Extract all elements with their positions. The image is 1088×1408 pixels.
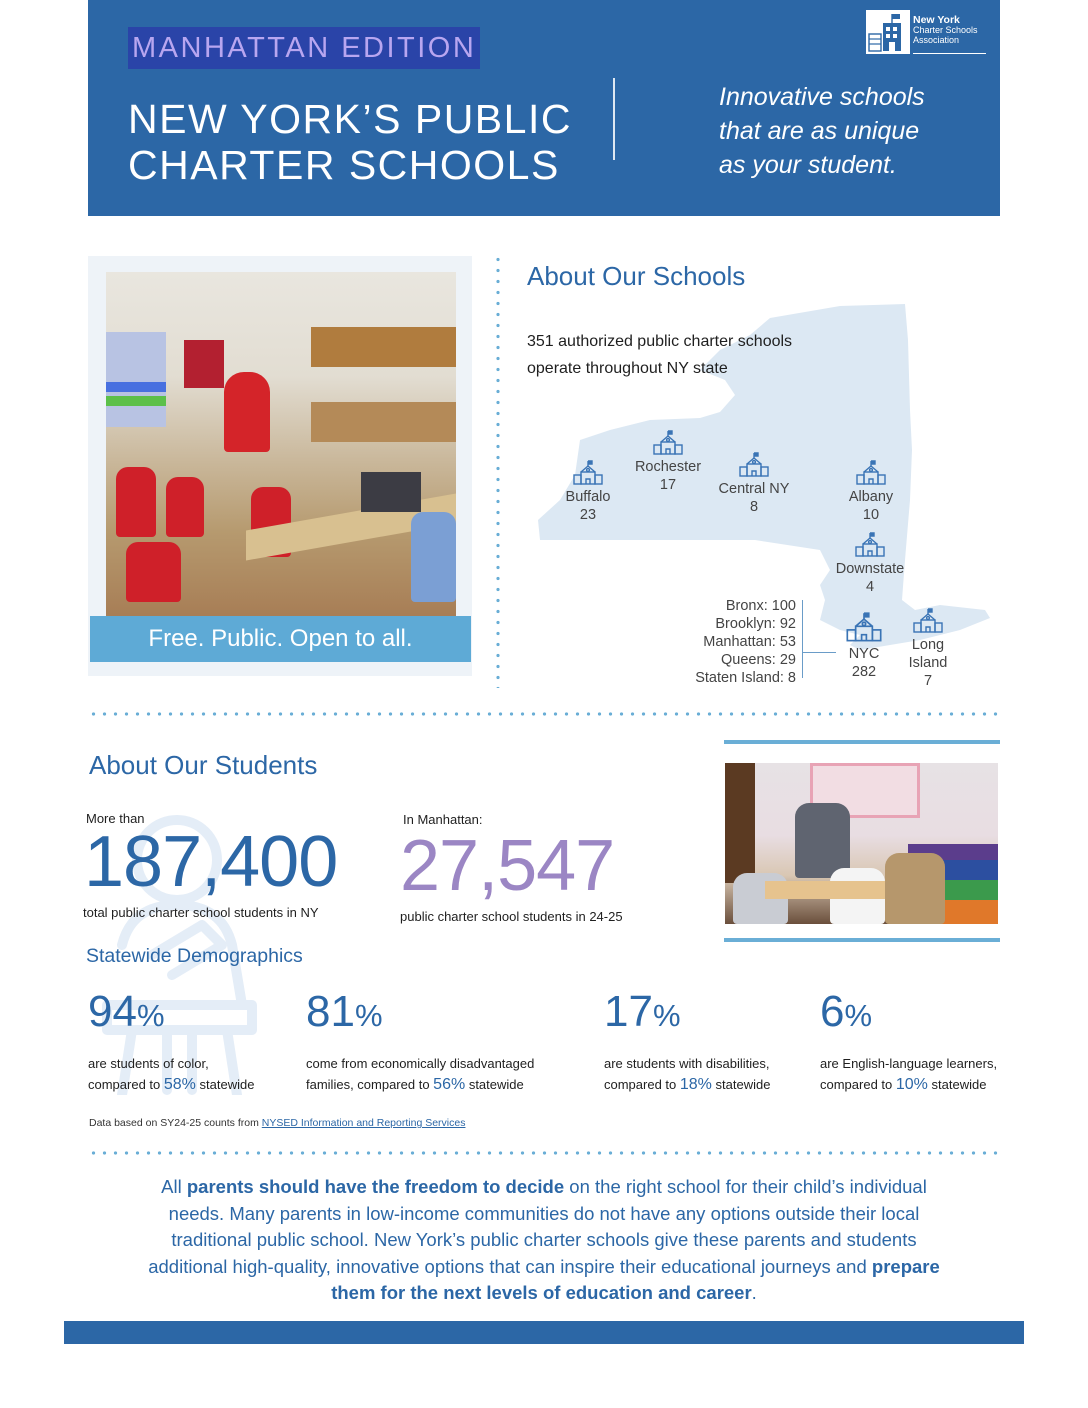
stat-compare-value: 56%: [433, 1076, 466, 1093]
logo-text: [913, 15, 978, 45]
pocket-chart: [184, 340, 224, 388]
photo-caption: Free. Public. Open to all.: [90, 616, 471, 662]
about-schools-title: About Our Schools: [527, 261, 746, 291]
footer-bar: [64, 1321, 1024, 1344]
closing-text: All: [161, 1176, 187, 1197]
photo-top-rule: [724, 740, 1000, 744]
closing-emphasis: parents should have the freedom to decide: [186, 1176, 565, 1197]
closing-emphasis: prepare them for the next levels of education and career: [331, 1255, 940, 1303]
projector-screen: [106, 332, 166, 427]
schools-desc-line1: 351 authorized public charter schools: [527, 333, 793, 350]
demographics-title: Statewide Demographics: [86, 945, 303, 967]
stat-compare-suffix: statewide: [195, 1077, 255, 1092]
classroom-photo: [106, 272, 456, 618]
classroom-photo-card: [88, 256, 472, 676]
logo-line1: New York: [913, 14, 960, 26]
stat-compare-prefix: compared to: [88, 1077, 164, 1092]
stat-unit: %: [652, 998, 681, 1033]
region-long-island: [868, 608, 988, 690]
table: [765, 881, 885, 899]
tutoring-photo: [725, 763, 998, 924]
stat-unit: %: [844, 998, 873, 1033]
closing-text: .: [751, 1282, 757, 1303]
stat-compare-prefix: families, compared to: [306, 1077, 434, 1092]
teacher-figure: [224, 372, 270, 452]
stat-value: 17: [604, 987, 653, 1036]
region-downstate: [810, 532, 930, 596]
about-students-title: About Our Students: [89, 750, 318, 780]
stat-compare-value: 18%: [679, 1076, 712, 1093]
schools-desc-line2: operate throughout NY state: [527, 360, 728, 377]
stat-compare-value: 10%: [895, 1076, 928, 1093]
nysed-source-link[interactable]: NYSED Information and Reporting Services: [261, 1117, 466, 1129]
door: [725, 763, 755, 883]
local-total-caption: public charter school students in 24-25: [400, 909, 623, 924]
school-building-icon: [913, 608, 943, 634]
schools-description: [527, 328, 792, 382]
tagline-line3: as your student.: [719, 151, 897, 179]
vertical-dotted-divider: [496, 254, 500, 688]
stat-compare-value: 58%: [163, 1076, 196, 1093]
stat-description: are English-language learners,: [820, 1056, 998, 1071]
ny-total-prefix: More than: [86, 811, 145, 826]
building-logo-icon: [866, 10, 910, 54]
school-building-icon: [653, 430, 683, 456]
borough-item: Manhattan: 53: [703, 634, 796, 650]
region-albany: [811, 460, 931, 524]
borough-item: Queens: 29: [721, 652, 796, 668]
student-figure: [166, 477, 204, 537]
region-count: 10: [862, 507, 880, 523]
stat-compare-suffix: statewide: [927, 1077, 987, 1092]
data-source-note: [89, 1117, 465, 1129]
counter: [311, 402, 456, 442]
stat-unit: %: [354, 998, 383, 1033]
stat-value: 94: [88, 987, 137, 1036]
stat-description: come from economically disadvantaged: [306, 1056, 535, 1071]
source-prefix: Data based on SY24-25 counts from: [89, 1117, 262, 1129]
tutor-figure: [795, 803, 850, 878]
borough-breakdown: [660, 597, 796, 687]
school-building-icon: [739, 452, 769, 478]
borough-connector: [802, 652, 836, 653]
photo-bottom-rule: [724, 938, 1000, 942]
closing-text: on the right school for their child’s individual needs. Many parents in low-income communities do not have any options outside their local traditional public school. New York’s public charter schools give these parents and students additional high-quality, innovative options that can inspire their educational journeys and: [148, 1176, 927, 1277]
horizontal-dotted-divider: [88, 1151, 1002, 1155]
local-total-number: 27,547: [400, 826, 615, 906]
borough-bracket: [802, 600, 803, 678]
region-name: NYC: [848, 646, 880, 662]
tagline-line1: Innovative schools: [719, 83, 925, 111]
page-title-line1: NEW YORK’S PUBLIC: [128, 96, 572, 142]
stat-compare-suffix: statewide: [465, 1077, 524, 1092]
tagline-line2: that are as unique: [719, 117, 920, 145]
stat-disabilities: [604, 989, 770, 1095]
region-name: Island: [908, 655, 948, 671]
closing-statement: [140, 1174, 948, 1307]
region-count: 7: [923, 673, 933, 689]
logo-line2: Charter Schools: [913, 25, 978, 35]
ny-total-caption: total public charter school students in NY: [83, 905, 319, 920]
stat-compare-prefix: compared to: [820, 1077, 896, 1092]
region-count: 23: [579, 507, 597, 523]
stat-description: are students with disabilities,: [604, 1056, 770, 1071]
page-title: [128, 96, 572, 188]
header-divider: [613, 78, 615, 160]
region-name: Downstate: [835, 561, 905, 577]
region-count: 4: [865, 579, 875, 595]
region-count: 8: [749, 499, 759, 515]
logo-underline: [913, 53, 986, 54]
borough-item: Brooklyn: 92: [715, 616, 796, 632]
region-name: Central NY: [718, 481, 790, 497]
region-name: Long: [911, 637, 945, 653]
stat-compare-prefix: compared to: [604, 1077, 680, 1092]
region-count: 17: [659, 477, 677, 493]
header-banner: [88, 0, 1000, 216]
local-total-prefix: In Manhattan:: [403, 812, 483, 827]
logo-line3: Association: [913, 35, 960, 45]
cabinets: [311, 327, 456, 367]
student-figure: [885, 853, 945, 924]
tagline: [719, 80, 925, 182]
school-building-icon: [573, 460, 603, 486]
horizontal-dotted-divider: [88, 712, 1002, 716]
region-name: Buffalo: [565, 489, 611, 505]
stat-students-of-color: [88, 989, 254, 1095]
edition-label: MANHATTAN EDITION: [128, 27, 480, 69]
stat-unit: %: [136, 998, 165, 1033]
student-figure: [126, 542, 181, 602]
laptop: [361, 472, 421, 512]
stat-english-learners: [820, 989, 997, 1095]
ny-total-number: 187,400: [84, 822, 338, 902]
region-count: 282: [851, 664, 877, 680]
borough-item: Staten Island: 8: [695, 670, 796, 686]
student-figure: [116, 467, 156, 537]
stat-description: are students of color,: [88, 1056, 209, 1071]
nycsa-logo[interactable]: [866, 10, 988, 56]
school-building-icon: [855, 532, 885, 558]
borough-item: Bronx: 100: [725, 598, 796, 614]
school-building-icon: [856, 460, 886, 486]
stat-economically-disadvantaged: [306, 989, 534, 1095]
stat-compare-suffix: statewide: [711, 1077, 771, 1092]
region-name: Rochester: [634, 459, 702, 475]
page-title-line2: CHARTER SCHOOLS: [128, 142, 560, 188]
stat-value: 6: [820, 987, 845, 1036]
region-name: Albany: [848, 489, 894, 505]
stat-value: 81: [306, 987, 355, 1036]
region-central-ny: [694, 452, 814, 516]
student-figure: [411, 512, 456, 602]
